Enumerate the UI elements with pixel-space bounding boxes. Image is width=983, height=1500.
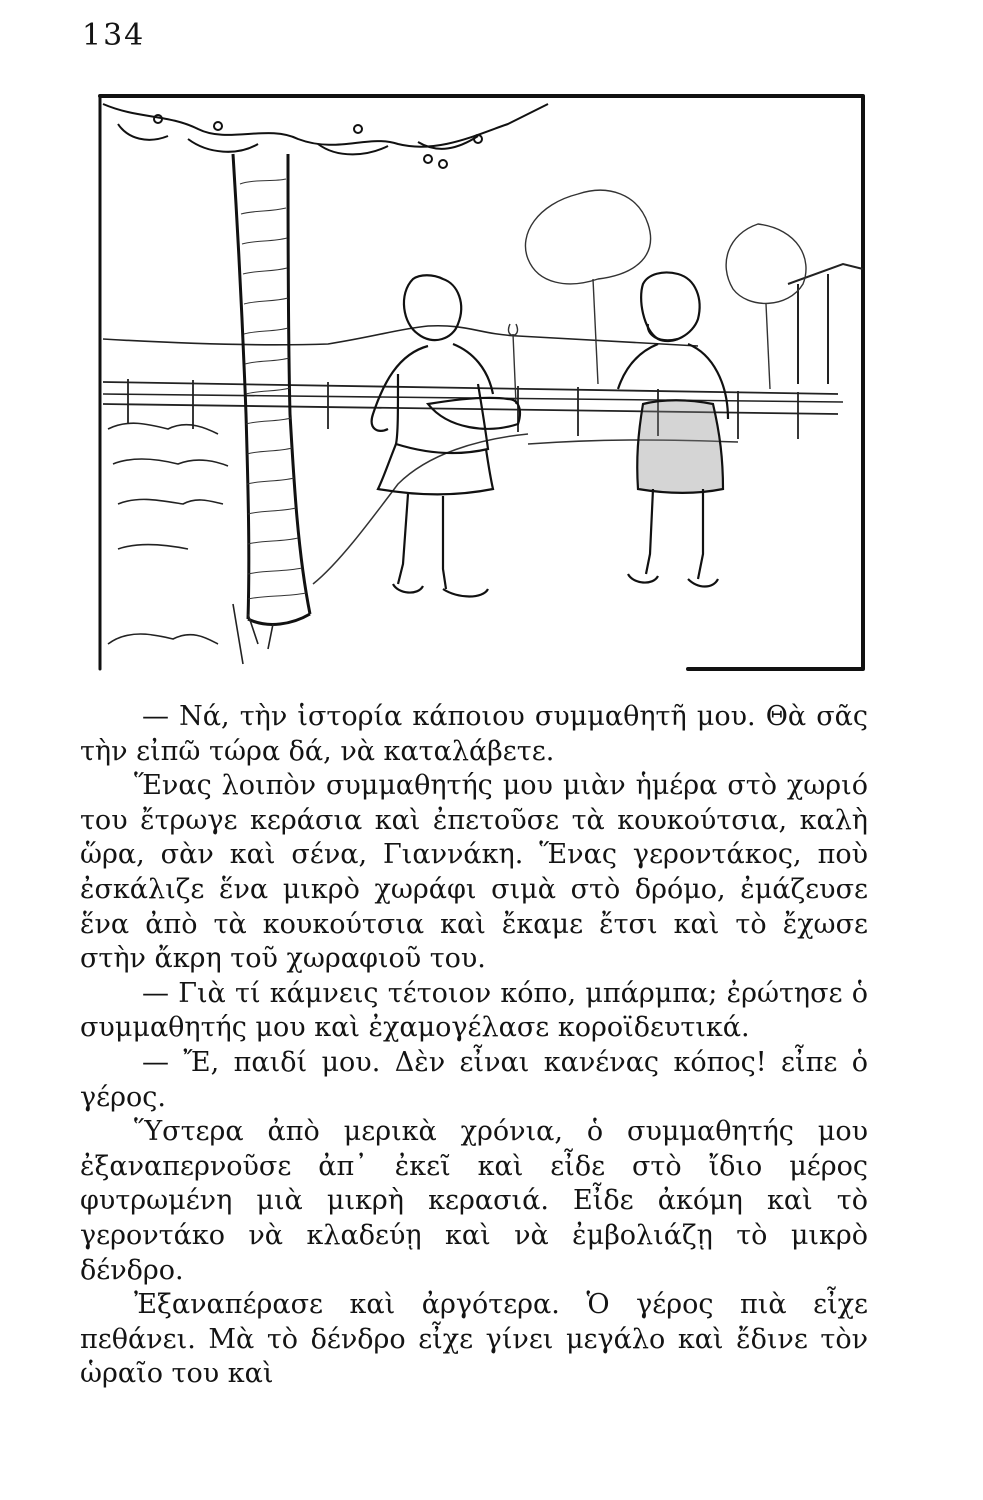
distant-trees	[508, 190, 806, 404]
paragraph-story-3: Ἐξαναπέρασε καὶ ἀργότερα. Ὁ γέρος πιὰ εἶχε πεθάνει. Μὰ τὸ δένδρο εἶχε γίνει μεγάλο καὶ ἔδινε τὸν ὡραῖο του καὶ	[80, 1289, 868, 1390]
boy-figure	[618, 272, 728, 586]
hill-line	[103, 326, 698, 346]
page-number: 134	[82, 18, 146, 53]
girl-figure	[372, 275, 520, 596]
paragraph-dialog-3: — Ἔ, παιδί μου. Δὲν εἶναι κανένας κόπος! εἶπε ὁ γέρος.	[80, 1046, 868, 1113]
illustration-children-with-cherries	[98, 84, 868, 684]
house	[788, 264, 863, 384]
paragraph-dialog-2: — Γιὰ τί κάμνεις τέτοιον κόπο, μπάρμπα; ἐρώτησε ὁ συμμαθητής μου καὶ ἐχαμογέλασε κοροϊδευτικά.	[80, 977, 868, 1044]
paragraph-story-1: Ἕνας λοιπὸν συμμαθητής μου μιὰν ἡμέρα στὸ χωριό του ἔτρωγε κεράσια καὶ ἐπετοῦσε τὰ κουκούτσια, καλὴ ὥρα, σὰν καὶ σένα, Γιαννάκη. Ἕνας γεροντάκος, ποὺ ἐσκάλιζε ἕνα μικρὸ χωράφι σιμὰ στὸ δρόμο, ἐμάζευσε ἕνα ἀπὸ τὰ κουκούτσια καὶ ἔκαμε ἔτσι καὶ τὸ ἔχωσε στὴν ἄκρη τοῦ χωραφιοῦ του.	[80, 770, 868, 975]
story-text	[80, 700, 868, 1392]
cherry-tree-drawing	[98, 84, 868, 684]
paragraph-story-2: Ὕστερα ἀπὸ μερικὰ χρόνια, ὁ συμμαθητής μου ἐξαναπερνοῦσε ἀπ᾿ ἐκεῖ καὶ εἶδε στὸ ἴδιο μέρος φυτρωμένη μιὰ μικρὴ κερασιά. Εἶδε ἀκόμη καὶ τὸ γεροντάκο νὰ κλαδεύῃ καὶ νὰ ἐμβολιάζῃ τὸ μικρὸ δένδρο.	[80, 1116, 868, 1286]
paragraph-dialog-1: — Νά, τὴν ἱστορία κάποιου συμμαθητῆ μου. Θὰ σᾶς τὴν εἰπῶ τώρα δά, νὰ καταλάβετε.	[80, 701, 868, 767]
frame-edges	[100, 96, 863, 669]
tree-foliage	[103, 104, 548, 168]
tree-trunk	[233, 154, 310, 624]
